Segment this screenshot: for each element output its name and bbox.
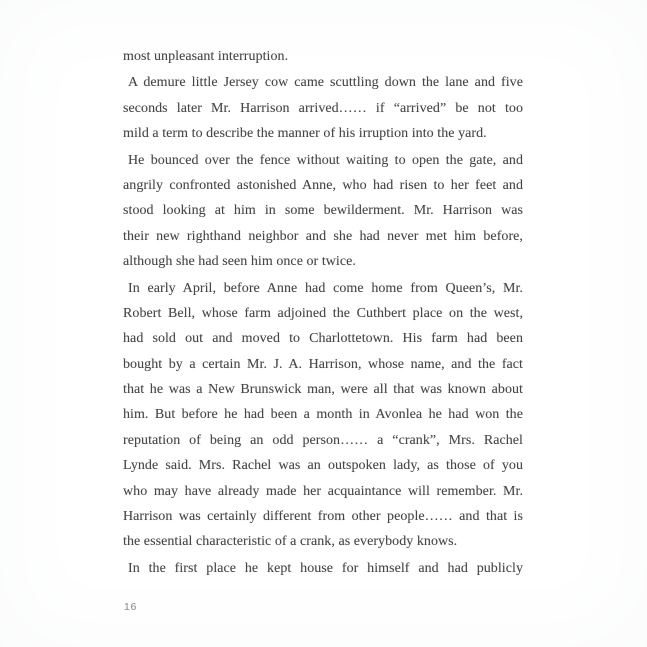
text-line: Lynde said. Mrs. Rachel was an outspoken lady, as those of you — [123, 458, 523, 474]
text-line: Harrison was certainly different from other people…… and that is — [123, 509, 523, 525]
paragraph — [123, 148, 523, 275]
text-line: who may have already made her acquaintance will remember. Mr. — [123, 483, 523, 499]
text-line: their new righthand neighbor and she had never met him before, — [123, 228, 523, 244]
text-line: that he was a New Brunswick man, were all that was known about — [123, 382, 523, 398]
text-line: A demure little Jersey cow came scuttling down the lane and five — [128, 75, 523, 91]
text-line: the essential characteristic of a crank, as everybody knows. — [123, 534, 458, 550]
text-line: although she had seen him once or twice. — [123, 254, 356, 270]
text-line: reputation of being an odd person…… a “crank”, Mrs. Rachel — [123, 432, 523, 448]
text-line: In early April, before Anne had come home from Queen’s, Mr. — [128, 280, 523, 296]
text-line: most unpleasant interruption. — [123, 49, 289, 64]
text-line: In the first place he kept house for himself and had publicly — [128, 560, 523, 576]
text-line: had sold out and moved to Charlottetown. His farm had been — [123, 331, 523, 347]
text-line: angrily confronted astonished Anne, who had risen to her feet and — [123, 177, 523, 193]
text-line: Robert Bell, whose farm adjoined the Cuthbert place on the west, — [123, 305, 523, 321]
text-line: him. But before he had been a month in Avonlea he had won the — [123, 407, 523, 423]
paragraph — [123, 44, 523, 69]
paragraph — [123, 70, 523, 146]
text-line: bought by a certain Mr. J. A. Harrison, whose name, and the fact — [123, 356, 523, 372]
paragraph — [123, 556, 523, 581]
page-text — [123, 44, 523, 581]
text-line: stood looking at him in some bewilderment. Mr. Harrison was — [123, 203, 523, 219]
text-line: mild a term to describe the manner of his irruption into the yard. — [123, 126, 487, 142]
page-number: 16 — [124, 601, 137, 613]
text-line: seconds later Mr. Harrison arrived…… if “arrived” be not too — [123, 100, 523, 116]
paragraph — [123, 276, 523, 555]
text-line: He bounced over the fence without waiting to open the gate, and — [128, 152, 523, 168]
